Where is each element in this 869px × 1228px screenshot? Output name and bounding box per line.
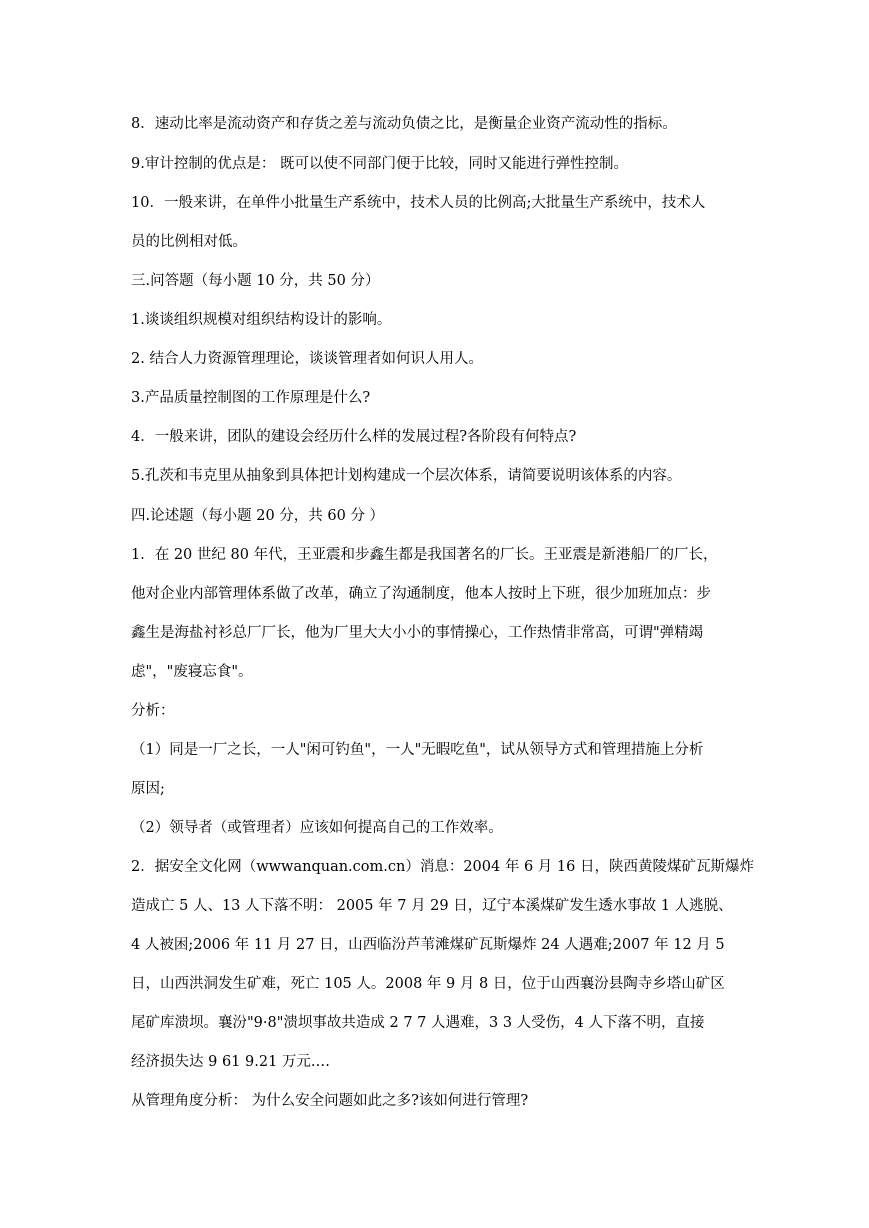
text-line: 日，山西洪洞发生矿难，死亡 105 人。2008 年 9 月 8 日，位于山西襄汾县陶寺乡塔山矿区 [131, 976, 725, 992]
text-line: 从管理角度分析： 为什么安全问题如此之多?该如何进行管理? [131, 1093, 529, 1109]
text-line: 分析： [131, 703, 175, 719]
text-line: （2）领导者（或管理者）应该如何提高自己的工作效率。 [131, 820, 503, 836]
text-line: （1）同是一厂之长，一人"闲可钓鱼"，一人"无暇吃鱼"，试从领导方式和管理措施上分析 [131, 742, 704, 758]
text-line: 8．速动比率是流动资产和存货之差与流动负债之比，是衡量企业资产流动性的指标。 [131, 116, 677, 132]
text-line: 虑"，"废寝忘食"。 [131, 664, 253, 680]
text-line: 2．据安全文化网（wwwanquan.com.cn）消息：2004 年 6 月 16 日，陕西黄陵煤矿瓦斯爆炸 [131, 859, 754, 875]
text-line: 他对企业内部管理体系做了改革，确立了沟通制度，他本人按时上下班，很少加班加点：步 [131, 586, 711, 602]
text-line: 经济损失达 9 61 9.21 万元.… [131, 1054, 331, 1070]
text-line: 10．一般来讲，在单件小批量生产系统中，技术人员的比例高;大批量生产系统中，技术人 [131, 195, 706, 211]
text-line: 尾矿库溃坝。襄汾"9·8"溃坝事故共造成 2 7 7 人遇难，3 3 人受伤，4 人下落不明，直接 [131, 1015, 705, 1031]
section-heading: 四.论述题（每小题 20 分，共 60 分 ） [131, 508, 385, 524]
text-line: 员的比例相对低。 [131, 234, 247, 250]
text-line: 1.谈谈组织规模对组织结构设计的影响。 [131, 312, 392, 328]
text-line: 4．一般来讲，团队的建设会经历什么样的发展过程?各阶段有何特点? [131, 429, 577, 445]
text-line: 1．在 20 世纪 80 年代，王亚震和步鑫生都是我国著名的厂长。王亚震是新港船厂的厂长， [131, 547, 718, 563]
text-line: 9.审计控制的优点是： 既可以使不同部门便于比较，同时又能进行弹性控制。 [131, 156, 628, 172]
text-line: 5.孔茨和韦克里从抽象到具体把计划构建成一个层次体系，请简要说明该体系的内容。 [131, 468, 682, 484]
section-heading: 三.问答题（每小题 10 分，共 50 分） [131, 273, 380, 289]
text-line: 造成亡 5 人、13 人下落不明： 2005 年 7 月 29 日，辽宁本溪煤矿发生透水事故 1 人逃脱、 [131, 898, 733, 914]
text-line: 4 人被困;2006 年 11 月 27 日，山西临汾芦苇滩煤矿瓦斯爆炸 24 人遇难;2007 年 12 月 5 [131, 937, 725, 953]
text-line: 原因; [131, 781, 165, 797]
text-line: 3.产品质量控制图的工作原理是什么? [131, 390, 371, 406]
text-line: 鑫生是海盐衬衫总厂厂长，他为厂里大大小小的事情操心，工作热情非常高，可谓"弹精竭 [131, 625, 704, 641]
text-line: 2. 结合人力资源管理理论，谈谈管理者如何识人用人。 [131, 351, 483, 367]
